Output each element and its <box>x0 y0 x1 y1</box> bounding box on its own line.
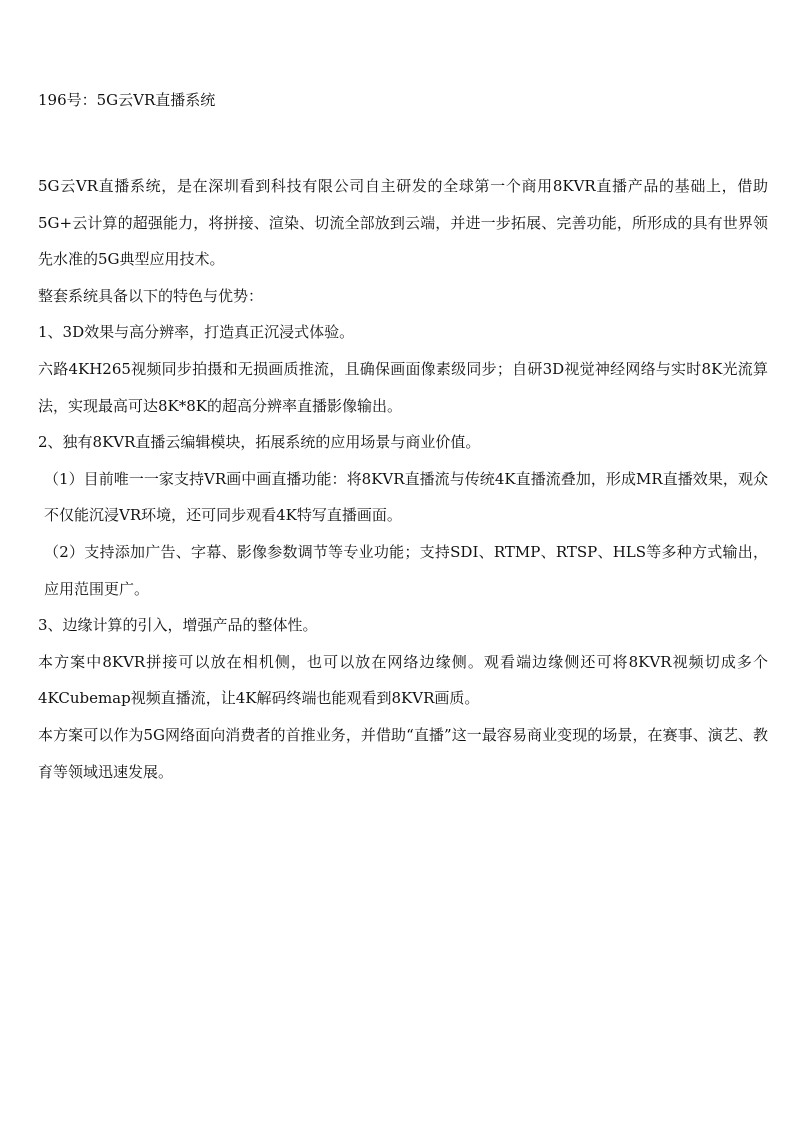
paragraph-point-1-heading: 1、3D效果与高分辨率，打造真正沉浸式体验。 <box>38 323 355 342</box>
paragraph-point-1-body: 六路4KH265视频同步拍摄和无损画质推流，且确保画面像素级同步；自研3D视觉神经网络与实时8K光流算法，实现最高可达8K*8K的超高分辨率直播影像输出。 <box>38 359 768 415</box>
paragraph-conclusion: 本方案可以作为5G网络面向消费者的首推业务，并借助“直播”这一最容易商业变现的场景，在赛事、演艺、教育等领域迅速发展。 <box>38 725 768 781</box>
document-title: 196号：5G云VR直播系统 <box>38 91 216 109</box>
paragraph-point-2-sub-2: （2）支持添加广告、字幕、影像参数调节等专业功能；支持SDI、RTMP、RTSP、HLS等多种方式输出，应用范围更广。 <box>44 542 768 598</box>
paragraph-point-2-sub-1: （1）目前唯一一家支持VR画中画直播功能：将8KVR直播流与传统4K直播流叠加，形成MR直播效果，观众不仅能沉浸VR环境，还可同步观看4K特写直播画面。 <box>44 469 768 525</box>
paragraph-features-heading: 整套系统具备以下的特色与优势： <box>38 286 264 305</box>
document-body <box>38 168 768 790</box>
paragraph-point-3-body: 本方案中8KVR拼接可以放在相机侧，也可以放在网络边缘侧。观看端边缘侧还可将8KVR视频切成多个4KCubemap视频直播流，让4K解码终端也能观看到8KVR画质。 <box>38 652 768 708</box>
paragraph-point-3-heading: 3、边缘计算的引入，增强产品的整体性。 <box>38 616 318 635</box>
paragraph-intro: 5G云VR直播系统，是在深圳看到科技有限公司自主研发的全球第一个商用8KVR直播产品的基础上，借助5G+云计算的超强能力，将拼接、渲染、切流全部放到云端，并进一步拓展、完善功能，所形成的具有世界领先水准的5G典型应用技术。 <box>38 177 768 269</box>
paragraph-point-2-heading: 2、独有8KVR直播云编辑模块，拓展系统的应用场景与商业价值。 <box>38 433 481 452</box>
